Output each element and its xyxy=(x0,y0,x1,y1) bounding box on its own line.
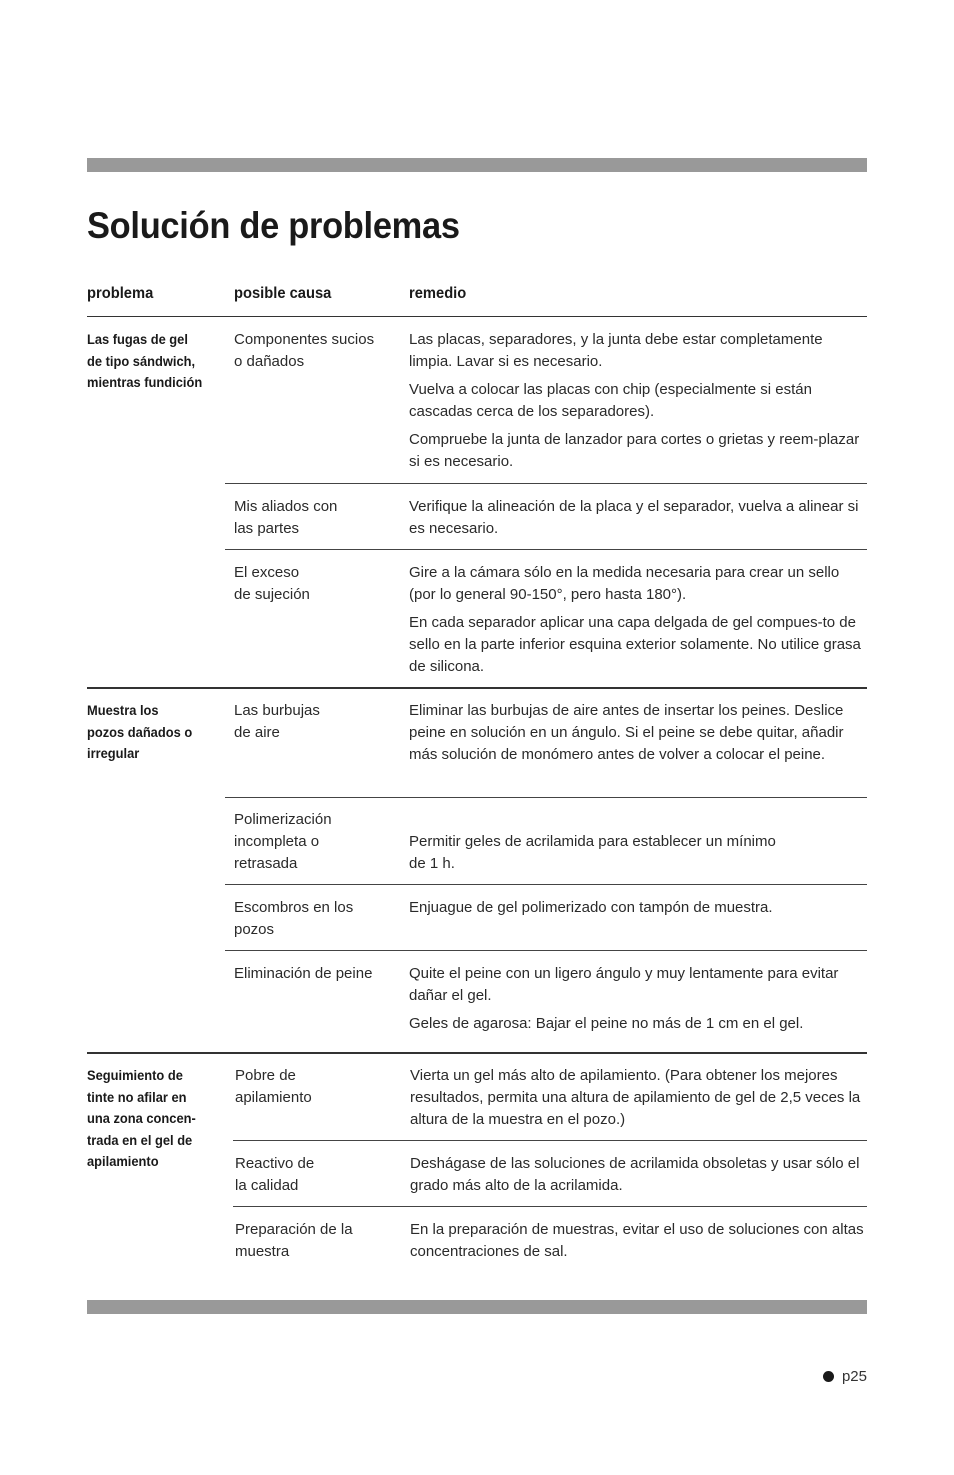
cause-cell: Polimerización incompleta o retrasada xyxy=(234,811,332,872)
cause-cell: Componentes sucios o dañados xyxy=(234,331,375,370)
row-rule xyxy=(225,884,867,885)
group-rule xyxy=(87,687,867,689)
remedy-text: Geles de agarosa: Bajar el peine no más de 1 cm en el gel. xyxy=(409,1015,804,1032)
cause-cell: El exceso de sujeción xyxy=(234,564,310,603)
remedy-cell xyxy=(409,700,869,772)
group-rule xyxy=(87,1052,867,1054)
remedy-cell xyxy=(409,809,869,903)
page-footer xyxy=(823,1368,867,1385)
row-rule xyxy=(225,549,867,550)
remedy-text: Deshágase de las soluciones de acrilamida obsoletas y usar sólo el grado más alto de la acrilamida. xyxy=(410,1155,860,1194)
remedy-cell xyxy=(409,562,869,684)
top-divider-bar xyxy=(87,158,867,172)
column-header-remedy: remedio xyxy=(409,285,467,302)
cause-cell: Escombros en los pozos xyxy=(234,899,354,938)
cause-cell: Eliminación de peine xyxy=(234,965,373,982)
remedy-text: Vuelva a colocar las placas con chip (especialmente si están cascadas cerca de los separadores). xyxy=(409,381,812,420)
bullet-icon xyxy=(823,1371,834,1382)
column-header-cause: posible causa xyxy=(234,285,332,302)
row-rule xyxy=(233,1206,867,1207)
bottom-divider-bar xyxy=(87,1300,867,1314)
remedy-cell xyxy=(409,897,869,925)
header-rule xyxy=(87,316,867,317)
cause-cell: Mis aliados con las partes xyxy=(234,498,338,537)
remedy-cell xyxy=(409,496,869,546)
remedy-cell xyxy=(410,1153,870,1203)
remedy-text: Eliminar las burbujas de aire antes de insertar los peines. Deslice peine en solución en un ángulo. Si el peine se debe quitar, añadir más solución de monómero antes de volver a colocar el peine. xyxy=(409,702,844,763)
remedy-text: En la preparación de muestras, evitar el uso de soluciones con altas concentraciones de sal. xyxy=(410,1221,864,1260)
problem-cell: Muestra los pozos dañados o irregular xyxy=(87,702,193,761)
cause-cell: Preparación de la muestra xyxy=(235,1221,353,1260)
remedy-text: Verifique la alineación de la placa y el separador, vuelva a alinear si es necesario. xyxy=(409,498,859,537)
remedy-cell xyxy=(410,1065,870,1137)
remedy-cell xyxy=(409,963,869,1041)
remedy-text: Enjuague de gel polimerizado con tampón de muestra. xyxy=(409,899,773,916)
remedy-text: Permitir geles de acrilamida para establecer un mínimo de 1 h. xyxy=(409,833,776,872)
row-rule xyxy=(225,950,867,951)
row-rule xyxy=(225,797,867,798)
column-header-problem: problema xyxy=(87,285,154,302)
remedy-text: Vierta un gel más alto de apilamiento. (Para obtener los mejores resultados, permita una altura de apilamiento de gel de 2,5 veces la altura de la muestra en el pozo.) xyxy=(410,1067,861,1128)
page-number: p25 xyxy=(841,1368,867,1385)
row-rule xyxy=(225,483,867,484)
remedy-text: Compruebe la junta de lanzador para cortes o grietas y reem-plazar si es necesario. xyxy=(409,431,860,470)
problem-cell: Seguimiento de tinte no afilar en una zona concen- trada en el gel de apilamiento xyxy=(87,1067,196,1169)
remedy-text: Quite el peine con un ligero ángulo y muy lentamente para evitar dañar el gel. xyxy=(409,965,839,1004)
cause-cell: Reactivo de la calidad xyxy=(235,1155,315,1194)
remedy-cell xyxy=(410,1219,870,1269)
remedy-text: En cada separador aplicar una capa delgada de gel compues-to de sello en la parte inferior esquina exterior solamente. No utilice grasa de silicona. xyxy=(409,614,861,675)
row-rule xyxy=(233,1140,867,1141)
page-title: Solución de problemas xyxy=(87,205,460,246)
cause-cell: Las burbujas de aire xyxy=(234,702,320,741)
cause-cell: Pobre de apilamiento xyxy=(235,1067,312,1106)
problem-cell: Las fugas de gel de tipo sándwich, mientras fundición xyxy=(87,331,203,390)
remedy-text: Gire a la cámara sólo en la medida necesaria para crear un sello (por lo general 90-150°, pero hasta 180°). xyxy=(409,564,840,603)
remedy-cell xyxy=(409,329,869,479)
remedy-text: Las placas, separadores, y la junta debe estar completamente limpia. Lavar si es necesario. xyxy=(409,331,823,370)
